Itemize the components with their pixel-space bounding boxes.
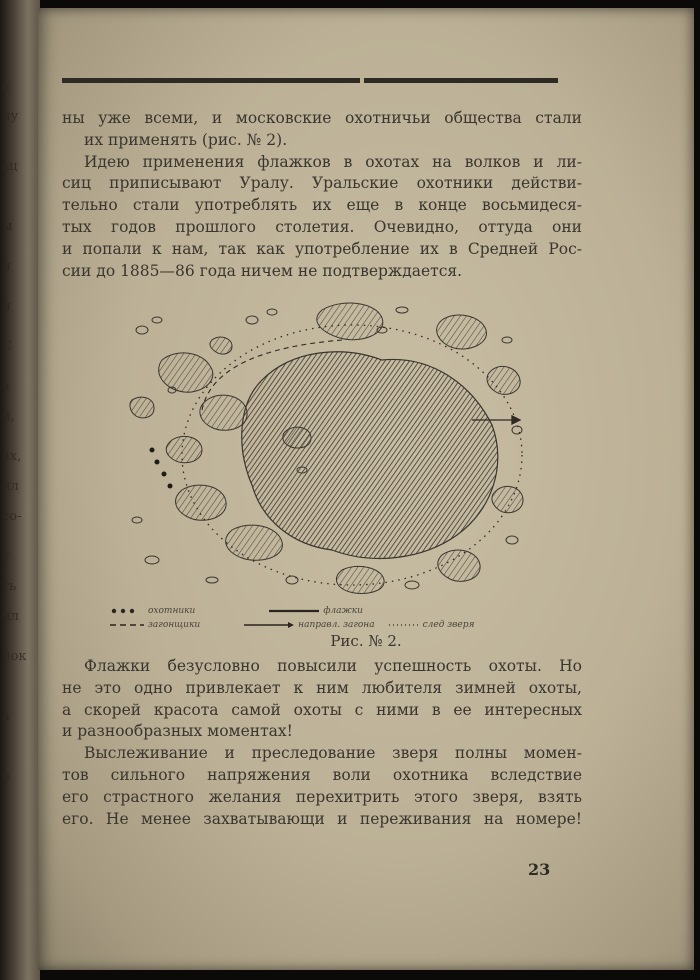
spine-fragment: ах, — [2, 449, 22, 464]
book-page — [38, 8, 694, 970]
arrow-symbol-icon — [244, 621, 294, 629]
legend-label: направл. загона — [298, 620, 375, 630]
spine-fragment: у — [2, 549, 10, 564]
hunt-diagram-figure — [112, 290, 532, 600]
spine-fragment: и, — [2, 409, 15, 424]
text-line: тов сильного напряжения воли охотника вследствие — [62, 765, 582, 784]
legend-entry — [244, 620, 374, 630]
paragraph — [62, 108, 582, 152]
spine-fragment: а — [2, 379, 10, 394]
flags-symbol-icon — [269, 607, 319, 615]
spine-fragment: и — [2, 259, 11, 274]
legend-entry — [110, 620, 200, 630]
text-block-bottom — [62, 656, 582, 830]
spine-fragment: со- — [2, 509, 22, 524]
text-line: а скорей красота самой охоты с ними в ее интересных — [62, 700, 582, 719]
spine-fragment: С — [2, 339, 12, 354]
paragraph — [62, 152, 582, 283]
text-line: его страстного желания перехитрить этого зверя, взять — [62, 787, 582, 806]
text-line: и разнообразных моментах! — [62, 722, 293, 741]
page-number: 23 — [528, 860, 551, 879]
spine-fragment: ьц — [2, 159, 18, 174]
text-line: Выслеживание и преследование зверя полны момен- — [84, 744, 582, 763]
header-rule — [62, 78, 558, 83]
paragraph — [62, 656, 582, 743]
dashed-symbol-icon — [110, 621, 144, 629]
figure-legend — [110, 604, 550, 632]
legend-entry — [269, 606, 363, 616]
text-line: Идею применения флажков в охотах на волков и ли- — [84, 152, 582, 171]
hunt-diagram — [112, 290, 532, 600]
legend-label: охотники — [148, 606, 196, 616]
legend-entry — [389, 620, 475, 630]
legend-entry — [110, 606, 195, 616]
text-line: не это одно привлекает к ним любителя зимней охоты, — [62, 678, 582, 697]
text-line: их применять (рис. № 2). — [84, 130, 288, 149]
figure-caption: Рис. № 2. — [330, 632, 402, 650]
text-line: Флажки безусловно повысили успешность охоты. Но — [84, 657, 582, 675]
dotted-symbol-icon — [389, 621, 419, 629]
forest-mass — [242, 352, 498, 559]
spine-fragment: а — [2, 709, 10, 724]
spine-fragment: о — [2, 769, 10, 784]
text-line: тельно стали употреблять их еще в конце восьмидеся- — [62, 196, 582, 215]
text-block-top — [62, 108, 582, 282]
text-line: сии до 1885—86 года ничем не подтверждается. — [62, 261, 463, 280]
legend-label: след зверя — [422, 620, 475, 630]
text-line: его. Не менее захватывающи и переживания на номере! — [62, 809, 582, 828]
text-line: и попали к нам, так как употребление их в Средней Рос- — [62, 239, 582, 258]
spine-fragment: ил — [2, 609, 19, 624]
spine-fragment: ил — [2, 479, 19, 494]
spine-fragment: н — [2, 299, 11, 314]
text-line: тых годов прошлого столетия. Очевидно, оттуда они — [62, 217, 582, 236]
text-line: ны уже всеми, и московские охотничьи общества стали — [62, 109, 582, 127]
legend-label: загонщики — [148, 620, 201, 630]
spine-fragment: ть — [2, 579, 17, 594]
spine-fragment: ы — [2, 219, 13, 234]
spine-fragment: пок — [2, 649, 27, 664]
dots-symbol-icon — [110, 607, 144, 615]
paragraph — [62, 743, 582, 830]
spine-fragment: ну — [2, 109, 19, 124]
adjacent-page-edge — [0, 0, 40, 980]
text-line: сиц приписывают Уралу. Уральские охотники действи- — [62, 174, 582, 193]
spine-fragment: ь — [2, 79, 10, 94]
legend-label: флажки — [323, 606, 363, 616]
